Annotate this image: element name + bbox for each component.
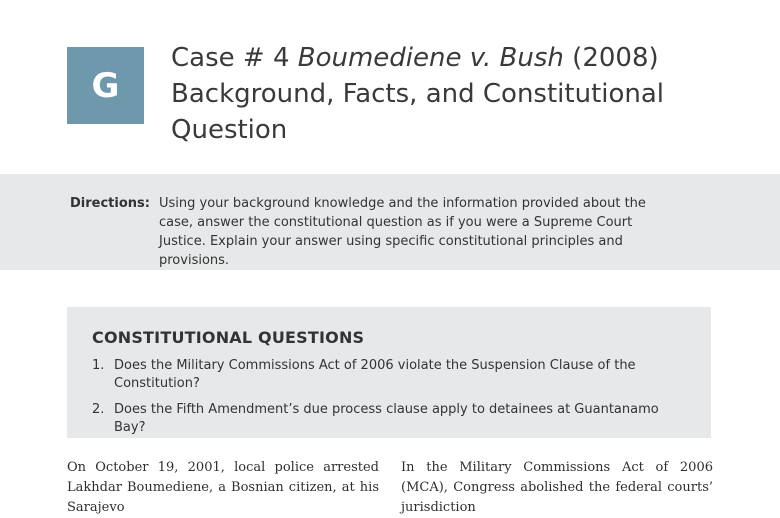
question-item xyxy=(92,357,692,393)
section-badge xyxy=(67,47,144,124)
title-line-3: Question xyxy=(171,115,288,145)
title-prefix: Case # 4 xyxy=(171,43,298,73)
page-title xyxy=(171,40,751,148)
directions-text: Using your background knowledge and the information provided about the case, answer the constitutional question as if you were a Supreme Court Justice. Explain your answer using specific constitutional principles and provisions. xyxy=(159,196,646,268)
directions-label: Directions: xyxy=(70,196,150,211)
body-column-right: In the Military Commissions Act of 2006 (MCA), Congress abolished the federal courts’ jurisdiction xyxy=(401,460,713,515)
title-line-1 xyxy=(171,40,751,76)
body-column-left: On October 19, 2001, local police arrested Lakhdar Boumediene, a Bosnian citizen, at his Sarajevo xyxy=(67,460,379,515)
title-line-2: Background, Facts, and Constitutional xyxy=(171,79,665,109)
constitutional-questions-panel xyxy=(67,307,711,438)
question-text: Does the Fifth Amendment’s due process clause apply to detainees at Guantanamo Bay? xyxy=(114,402,659,435)
question-item xyxy=(92,401,692,437)
question-text: Does the Military Commissions Act of 2006 violate the Suspension Clause of the Constitution? xyxy=(114,358,636,391)
section-letter: G xyxy=(91,65,120,106)
question-number: 2. xyxy=(92,402,105,417)
case-name: Boumediene v. Bush xyxy=(297,43,564,73)
questions-heading: CONSTITUTIONAL QUESTIONS xyxy=(92,328,365,347)
title-year: (2008) xyxy=(563,43,659,73)
directions-panel xyxy=(0,174,780,270)
question-number: 1. xyxy=(92,358,105,373)
